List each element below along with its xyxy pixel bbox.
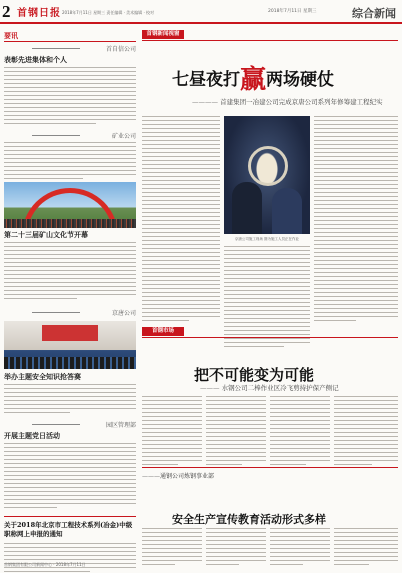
section3-rule <box>142 467 398 468</box>
story3-col1 <box>142 528 202 568</box>
story2-title: 第二十三届矿山文化节开幕 <box>4 230 88 239</box>
quiz-photo <box>4 321 136 369</box>
lead-col2 <box>224 246 310 350</box>
page-section-title: 综合新闻 <box>352 7 396 20</box>
story2-col4 <box>334 396 398 468</box>
story4-body <box>4 443 136 511</box>
story2-lead <box>4 142 136 182</box>
story-headline-3: 安全生产宣传教育活动形式多样 <box>172 513 326 526</box>
story1-body <box>4 67 136 127</box>
masthead-date: 2018年7月11日 星期三 <box>268 9 317 14</box>
story2-kicker: 矿业公司 <box>4 131 136 140</box>
section1-rule <box>142 40 398 41</box>
story3-kicker-main: ——— 通钢公司炼钢事业部 <box>142 471 214 480</box>
story3-col2 <box>206 528 266 568</box>
lead-photo-caption: 京唐公司施工现场 图为施工人员正在作业 <box>234 237 300 241</box>
section2-rule <box>142 337 398 338</box>
lead-col3 <box>314 116 398 324</box>
story2-col1 <box>142 396 202 468</box>
lead-headline-ornament: 赢 <box>240 65 267 95</box>
notice-title: 关于2018年北京市工程技术系列(冶金)中级职称网上申报的通知 <box>4 521 133 538</box>
main-area <box>142 30 398 566</box>
left-column-header <box>4 30 136 42</box>
story3-col3 <box>270 528 330 568</box>
masthead-info: 2018年7月11日 星期三 责任编辑 · 美术编辑 · 校对 <box>62 10 154 15</box>
story4-kicker: 园区管理部 <box>4 420 136 429</box>
festival-photo <box>4 182 136 228</box>
notice-body <box>4 543 136 573</box>
left-column <box>4 30 136 566</box>
section2-tag: 首钢市场 <box>142 327 184 336</box>
lead-headline-part1: 七昼夜打 <box>172 70 240 90</box>
story-headline-2: 把不可能变为可能 <box>194 366 315 384</box>
section1-tag: 首钢新闻视窗 <box>142 30 184 39</box>
story3-kicker: 京唐公司 <box>4 308 136 317</box>
story-subheadline-2: ——— 水钢公司二棒作业区冷飞剪持护保产侧记 <box>200 383 339 392</box>
masthead <box>0 0 402 24</box>
lead-col1 <box>142 116 220 324</box>
page-footer: 首钢集团有限公司新闻中心 · 2018年7月11日 <box>4 562 86 567</box>
lead-photo <box>224 116 310 234</box>
story4-title: 开展主题党日活动 <box>4 431 60 440</box>
story3-title: 举办主题安全知识抢答赛 <box>4 372 81 381</box>
lead-headline <box>172 56 398 95</box>
paper-logo: 首钢日报 <box>17 8 61 19</box>
story3-col4 <box>334 528 398 568</box>
story3-body <box>4 384 136 416</box>
column-tag: 要讯 <box>4 32 18 40</box>
story1-title: 表彰先进集体和个人 <box>4 55 67 64</box>
lead-headline-part2: 两场硬仗 <box>266 70 335 90</box>
page-number: 2 <box>2 2 11 21</box>
story2-col2 <box>206 396 266 468</box>
story2-body <box>4 242 136 302</box>
lead-subheadline: ———— 首建集团一冶建公司完成京唐公司系列年修筹建工程纪实 <box>192 97 383 106</box>
notice-box <box>4 516 136 539</box>
story2-col3 <box>270 396 330 468</box>
story1-kicker: 首自信公司 <box>4 44 136 53</box>
